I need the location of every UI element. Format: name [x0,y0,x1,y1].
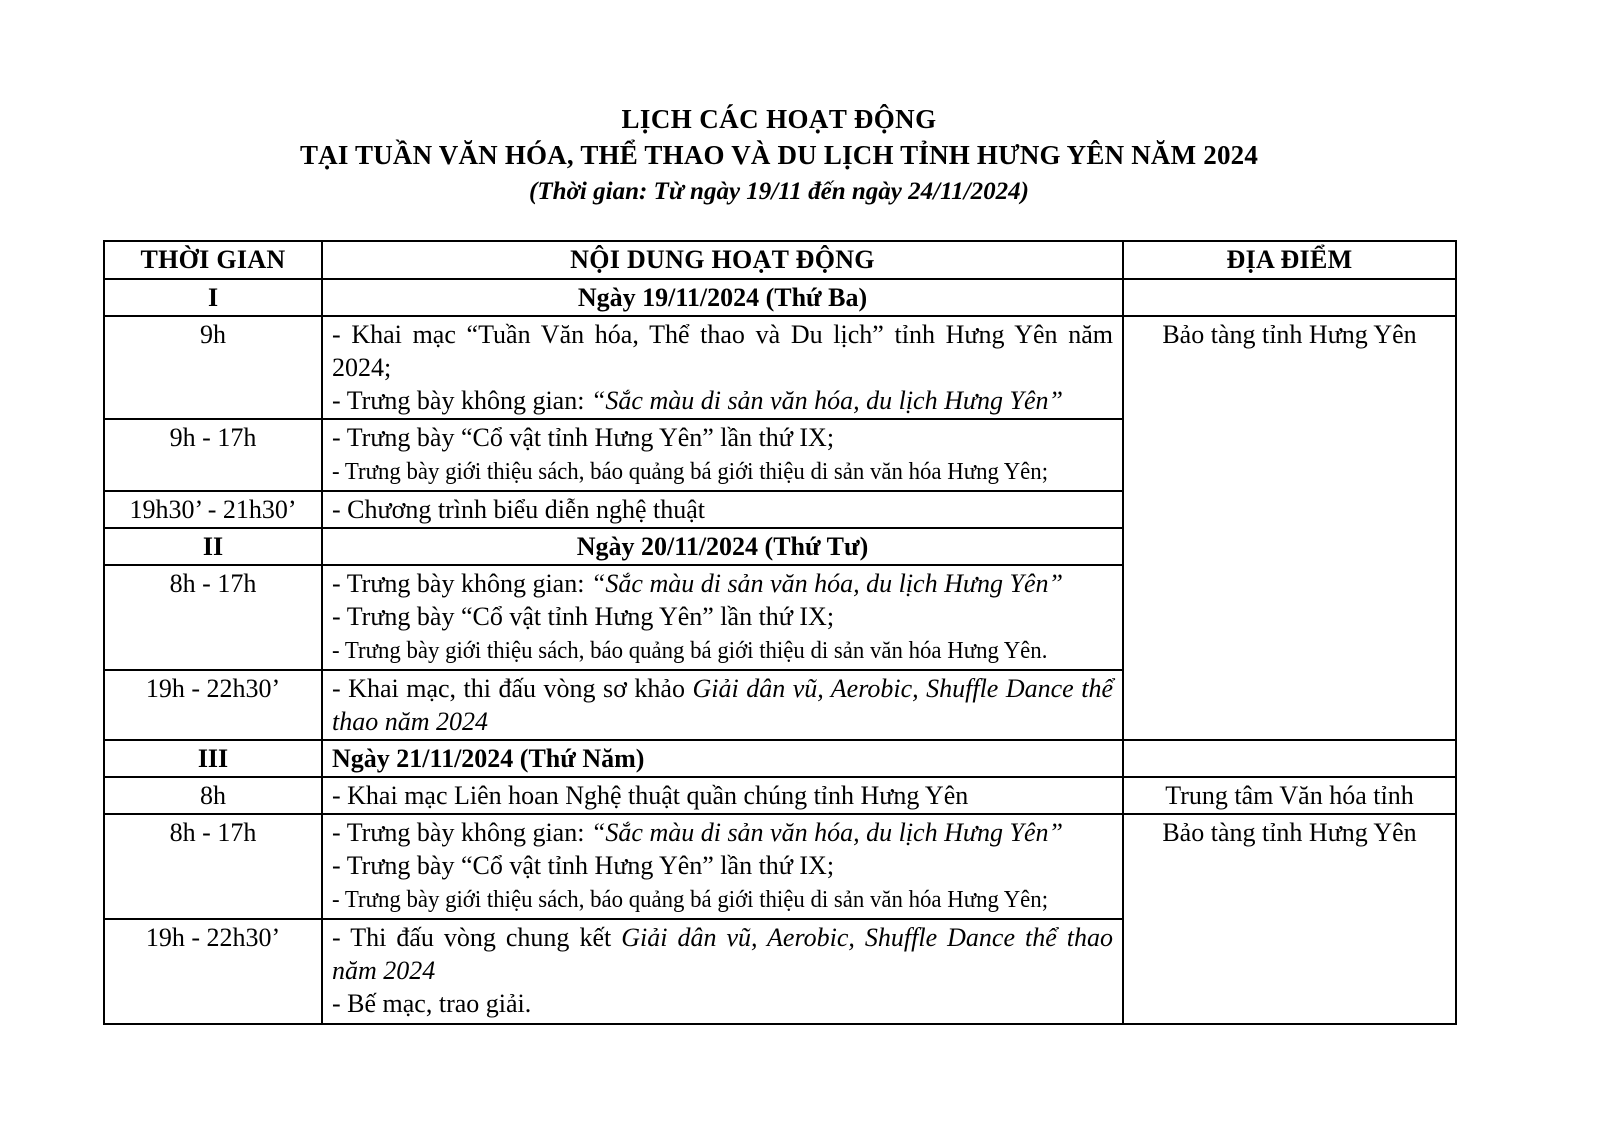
location-cell-empty [1123,279,1456,316]
activity-line [332,421,1113,454]
col-header-location: ĐỊA ĐIỂM [1123,241,1456,279]
activity-line [332,600,1113,633]
activity-line [332,454,1113,489]
activity-text: - Khai mạc “Tuần Văn hóa, Thể thao và Du lịch” tỉnh Hưng Yên năm 2024; [332,320,1113,382]
day3-header-row [104,740,1456,777]
activity-text: - Trưng bày không gian: [332,386,591,415]
activity-text: - Khai mạc Liên hoan Nghệ thuật quần chúng tỉnh Hưng Yên [332,781,969,810]
day-title-cell: Ngày 20/11/2024 (Thứ Tư) [322,528,1123,565]
activity-text: - Trưng bày không gian: [332,569,591,598]
activity-text: - Trưng bày giới thiệu sách, báo quảng bá giới thiệu di sản văn hóa Hưng Yên. [332,638,1048,664]
content-cell [322,777,1123,814]
activity-line [332,987,1113,1020]
activity-text-italic: Giải dân vũ, Aerobic, Shuffle Dance thể thao năm 2024 [332,923,1113,985]
page-date-range: (Thời gian: Từ ngày 19/11 đến ngày 24/11/2024) [529,178,1029,205]
activity-line [332,672,1113,738]
col-header-time: THỜI GIAN [104,241,322,279]
day-index-cell: I [104,279,322,316]
page-subtitle: TẠI TUẦN VĂN HÓA, THỂ THAO VÀ DU LỊCH TỈNH HƯNG YÊN NĂM 2024 [299,140,1259,170]
table-row [104,814,1456,919]
day1-header-row [104,279,1456,316]
activity-line [332,384,1113,417]
activity-text-italic: “Sắc màu di sản văn hóa, du lịch Hưng Yên” [590,386,1063,415]
time-cell: 8h - 17h [104,565,322,670]
activity-line [332,779,1113,812]
activity-text: - Trưng bày “Cổ vật tỉnh Hưng Yên” lần thứ IX; [332,423,835,452]
location-cell-merged: Bảo tàng tỉnh Hưng Yên [1123,814,1456,1024]
day-index-cell: III [104,740,322,777]
col-header-content: NỘI DUNG HOẠT ĐỘNG [322,241,1123,279]
content-cell [322,316,1123,419]
content-cell [322,419,1123,491]
location-cell-empty [1123,740,1456,777]
time-cell: 8h - 17h [104,814,322,919]
content-cell [322,565,1123,670]
activity-line [332,849,1113,882]
activity-line [332,816,1113,849]
table-row [104,777,1456,814]
activity-text: - Trưng bày giới thiệu sách, báo quảng bá giới thiệu di sản văn hóa Hưng Yên; [332,459,1049,485]
content-cell [322,491,1123,528]
table-header-row [104,241,1456,279]
activity-text: - Trưng bày giới thiệu sách, báo quảng bá giới thiệu di sản văn hóa Hưng Yên; [332,887,1049,913]
activity-line [332,882,1113,917]
activity-line [332,318,1113,384]
page-title: LỊCH CÁC HOẠT ĐỘNG [621,104,937,134]
content-cell [322,670,1123,740]
time-cell: 19h30’ - 21h30’ [104,491,322,528]
location-cell-merged: Bảo tàng tỉnh Hưng Yên [1123,316,1456,740]
content-cell [322,919,1123,1024]
location-cell: Trung tâm Văn hóa tỉnh [1123,777,1456,814]
day-title-cell: Ngày 21/11/2024 (Thứ Năm) [322,740,1123,777]
activity-text-italic: Giải dân vũ, Aerobic, Shuffle Dance thể thao năm 2024 [332,674,1113,736]
content-cell [322,814,1123,919]
activity-text: - Chương trình biểu diễn nghệ thuật [332,495,706,524]
time-cell: 19h - 22h30’ [104,670,322,740]
time-cell: 8h [104,777,322,814]
schedule-table [103,240,1457,1025]
day-title-cell: Ngày 19/11/2024 (Thứ Ba) [322,279,1123,316]
time-cell: 9h - 17h [104,419,322,491]
activity-text: - Trưng bày không gian: [332,818,591,847]
table-row [104,316,1456,419]
activity-text-italic: “Sắc màu di sản văn hóa, du lịch Hưng Yên” [590,569,1063,598]
activity-text: - Trưng bày “Cổ vật tỉnh Hưng Yên” lần thứ IX; [332,602,835,631]
day-index-cell: II [104,528,322,565]
activity-text-italic: “Sắc màu di sản văn hóa, du lịch Hưng Yên” [590,818,1063,847]
activity-line [332,567,1113,600]
time-cell: 9h [104,316,322,419]
activity-line [332,633,1113,668]
activity-text: - Khai mạc, thi đấu vòng sơ khảo [332,674,693,703]
activity-line [332,493,1113,526]
activity-line [332,921,1113,987]
activity-text: - Trưng bày “Cổ vật tỉnh Hưng Yên” lần thứ IX; [332,851,835,880]
activity-text: - Thi đấu vòng chung kết [332,923,622,952]
document-header [103,104,1455,206]
time-cell: 19h - 22h30’ [104,919,322,1024]
activity-text: - Bế mạc, trao giải. [332,989,532,1018]
